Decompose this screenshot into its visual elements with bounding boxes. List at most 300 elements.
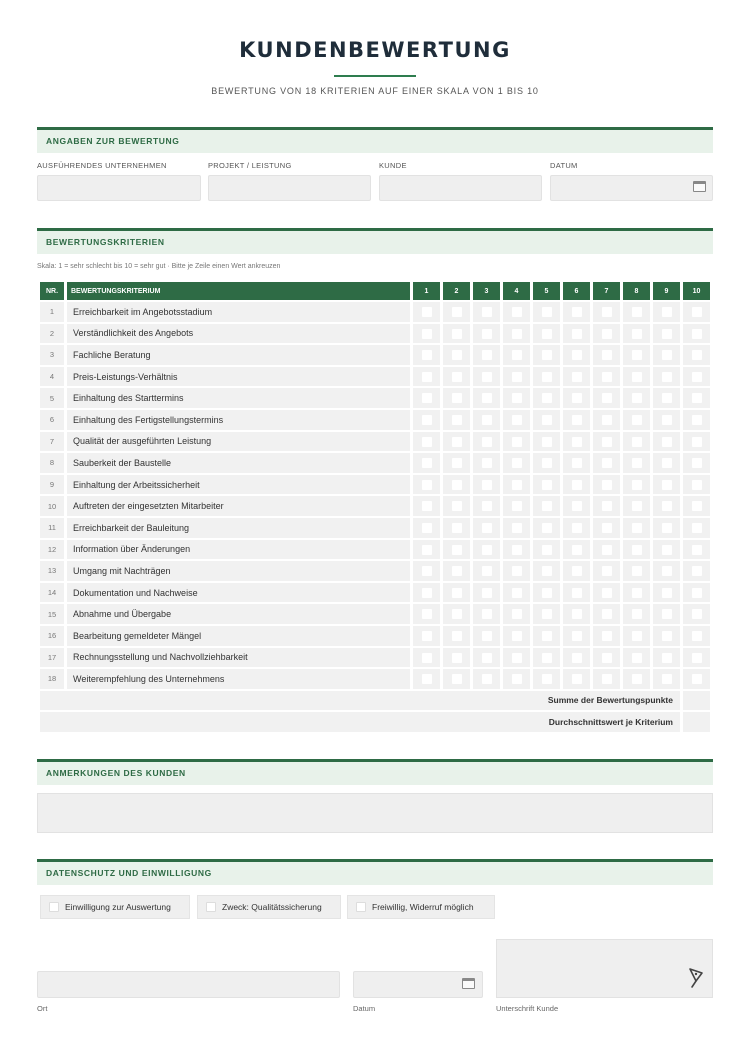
rating-checkbox-3[interactable] xyxy=(482,566,492,576)
rating-cell xyxy=(623,648,650,668)
rating-cell xyxy=(443,604,470,624)
rating-checkbox-8[interactable] xyxy=(632,415,642,425)
rating-checkbox-4[interactable] xyxy=(512,653,522,663)
rating-checkbox-2[interactable] xyxy=(452,523,462,533)
rating-checkbox-9[interactable] xyxy=(662,609,672,619)
rating-checkbox-9[interactable] xyxy=(662,545,672,555)
rating-checkbox-10[interactable] xyxy=(692,480,702,490)
rating-checkbox-1[interactable] xyxy=(422,674,432,684)
table-row xyxy=(40,410,710,430)
consent-checkbox[interactable] xyxy=(49,902,59,912)
rating-checkbox-3[interactable] xyxy=(482,609,492,619)
rating-checkbox-4[interactable] xyxy=(512,350,522,360)
rating-checkbox-6[interactable] xyxy=(572,588,582,598)
rating-cell xyxy=(593,540,620,560)
calendar-icon[interactable] xyxy=(462,978,475,989)
rating-checkbox-6[interactable] xyxy=(572,631,582,641)
rating-checkbox-10[interactable] xyxy=(692,415,702,425)
rating-cell xyxy=(533,302,560,322)
row-kriterium: Bearbeitung gemeldeter Mängel xyxy=(67,626,410,646)
rating-cell xyxy=(623,669,650,689)
rating-checkbox-8[interactable] xyxy=(632,329,642,339)
rating-checkbox-7[interactable] xyxy=(602,458,612,468)
projekt-field[interactable] xyxy=(208,175,371,201)
header-scale-4: 4 xyxy=(503,282,530,300)
rating-checkbox-7[interactable] xyxy=(602,480,612,490)
rating-checkbox-1[interactable] xyxy=(422,631,432,641)
rating-checkbox-10[interactable] xyxy=(692,653,702,663)
rating-checkbox-10[interactable] xyxy=(692,329,702,339)
rating-checkbox-10[interactable] xyxy=(692,372,702,382)
rating-checkbox-6[interactable] xyxy=(572,372,582,382)
rating-cell xyxy=(683,302,710,322)
rating-cell xyxy=(653,453,680,473)
rating-checkbox-1[interactable] xyxy=(422,523,432,533)
title-underline xyxy=(334,75,416,77)
rating-checkbox-6[interactable] xyxy=(572,545,582,555)
rating-checkbox-5[interactable] xyxy=(542,372,552,382)
unternehmen-field[interactable] xyxy=(37,175,201,201)
rating-checkbox-9[interactable] xyxy=(662,372,672,382)
table-row xyxy=(40,604,710,624)
header-scale-7: 7 xyxy=(593,282,620,300)
rating-checkbox-7[interactable] xyxy=(602,674,612,684)
rating-checkbox-1[interactable] xyxy=(422,501,432,511)
rating-checkbox-8[interactable] xyxy=(632,609,642,619)
rating-checkbox-4[interactable] xyxy=(512,437,522,447)
row-nr: 7 xyxy=(40,432,64,452)
rating-checkbox-4[interactable] xyxy=(512,545,522,555)
rating-checkbox-5[interactable] xyxy=(542,458,552,468)
rating-checkbox-7[interactable] xyxy=(602,588,612,598)
rating-checkbox-7[interactable] xyxy=(602,631,612,641)
header-scale-9: 9 xyxy=(653,282,680,300)
rating-cell xyxy=(473,302,500,322)
rating-checkbox-8[interactable] xyxy=(632,631,642,641)
rating-checkbox-9[interactable] xyxy=(662,674,672,684)
rating-checkbox-10[interactable] xyxy=(692,393,702,403)
rating-checkbox-10[interactable] xyxy=(692,566,702,576)
rating-checkbox-10[interactable] xyxy=(692,458,702,468)
rating-checkbox-9[interactable] xyxy=(662,501,672,511)
row-nr: 13 xyxy=(40,561,64,581)
rating-cell xyxy=(653,345,680,365)
rating-cell xyxy=(563,561,590,581)
rating-checkbox-2[interactable] xyxy=(452,609,462,619)
rating-checkbox-7[interactable] xyxy=(602,545,612,555)
rating-checkbox-3[interactable] xyxy=(482,480,492,490)
rating-checkbox-1[interactable] xyxy=(422,653,432,663)
rating-checkbox-6[interactable] xyxy=(572,415,582,425)
rating-checkbox-6[interactable] xyxy=(572,307,582,317)
rating-checkbox-5[interactable] xyxy=(542,653,552,663)
label-unternehmen: AUSFÜHRENDES UNTERNEHMEN xyxy=(37,161,167,170)
rating-checkbox-7[interactable] xyxy=(602,501,612,511)
rating-checkbox-8[interactable] xyxy=(632,501,642,511)
rating-cell xyxy=(623,432,650,452)
rating-cell xyxy=(683,324,710,344)
rating-checkbox-8[interactable] xyxy=(632,653,642,663)
rating-checkbox-9[interactable] xyxy=(662,415,672,425)
rating-checkbox-10[interactable] xyxy=(692,437,702,447)
rating-checkbox-7[interactable] xyxy=(602,415,612,425)
table-row xyxy=(40,475,710,495)
rating-checkbox-3[interactable] xyxy=(482,501,492,511)
scale-note: Skala: 1 = sehr schlecht bis 10 = sehr gut · Bitte je Zeile einen Wert ankreuzen xyxy=(37,263,281,270)
rating-checkbox-5[interactable] xyxy=(542,588,552,598)
rating-cell xyxy=(623,583,650,603)
rating-checkbox-4[interactable] xyxy=(512,458,522,468)
rating-cell xyxy=(473,648,500,668)
rating-cell xyxy=(503,367,530,387)
rating-checkbox-9[interactable] xyxy=(662,480,672,490)
durchschnitt-row xyxy=(40,712,710,732)
rating-cell xyxy=(413,453,440,473)
consent-zweck[interactable] xyxy=(197,895,341,919)
rating-checkbox-3[interactable] xyxy=(482,523,492,533)
rating-checkbox-8[interactable] xyxy=(632,566,642,576)
rating-checkbox-7[interactable] xyxy=(602,307,612,317)
rating-checkbox-1[interactable] xyxy=(422,588,432,598)
rating-checkbox-1[interactable] xyxy=(422,329,432,339)
rating-cell xyxy=(683,388,710,408)
rating-checkbox-9[interactable] xyxy=(662,437,672,447)
header-scale-2: 2 xyxy=(443,282,470,300)
rating-checkbox-4[interactable] xyxy=(512,329,522,339)
rating-cell xyxy=(533,388,560,408)
rating-cell xyxy=(683,561,710,581)
rating-cell xyxy=(563,453,590,473)
kunde-field[interactable] xyxy=(379,175,542,201)
row-nr: 1 xyxy=(40,302,64,322)
consent-label: Freiwillig, Widerruf möglich xyxy=(372,902,474,912)
consent-checkbox[interactable] xyxy=(356,902,366,912)
rating-checkbox-1[interactable] xyxy=(422,609,432,619)
header-scale-8: 8 xyxy=(623,282,650,300)
rating-checkbox-10[interactable] xyxy=(692,523,702,533)
rating-checkbox-1[interactable] xyxy=(422,480,432,490)
rating-cell xyxy=(683,626,710,646)
rating-checkbox-5[interactable] xyxy=(542,415,552,425)
rating-cell xyxy=(473,367,500,387)
rating-checkbox-5[interactable] xyxy=(542,350,552,360)
rating-cell xyxy=(653,410,680,430)
durchschnitt-label: Durchschnittswert je Kriterium xyxy=(40,712,680,732)
rating-checkbox-3[interactable] xyxy=(482,329,492,339)
rating-cell xyxy=(593,518,620,538)
rating-checkbox-8[interactable] xyxy=(632,372,642,382)
rating-checkbox-9[interactable] xyxy=(662,523,672,533)
rating-cell xyxy=(623,388,650,408)
rating-checkbox-4[interactable] xyxy=(512,588,522,598)
rating-checkbox-8[interactable] xyxy=(632,350,642,360)
rating-cell xyxy=(503,388,530,408)
rating-cell xyxy=(623,475,650,495)
rating-checkbox-2[interactable] xyxy=(452,545,462,555)
rating-cell xyxy=(683,496,710,516)
row-nr: 3 xyxy=(40,345,64,365)
row-kriterium: Einhaltung des Fertigstellungstermins xyxy=(67,410,410,430)
rating-cell xyxy=(473,475,500,495)
rating-checkbox-7[interactable] xyxy=(602,566,612,576)
rating-checkbox-4[interactable] xyxy=(512,415,522,425)
rating-cell xyxy=(623,345,650,365)
rating-checkbox-6[interactable] xyxy=(572,393,582,403)
rating-checkbox-2[interactable] xyxy=(452,588,462,598)
rating-checkbox-7[interactable] xyxy=(602,437,612,447)
rating-checkbox-9[interactable] xyxy=(662,653,672,663)
rating-checkbox-2[interactable] xyxy=(452,393,462,403)
rating-checkbox-5[interactable] xyxy=(542,523,552,533)
rating-checkbox-10[interactable] xyxy=(692,307,702,317)
rating-checkbox-3[interactable] xyxy=(482,653,492,663)
rating-cell xyxy=(503,475,530,495)
consent-auswertung[interactable] xyxy=(40,895,190,919)
rating-cell xyxy=(503,518,530,538)
rating-cell xyxy=(503,410,530,430)
rating-cell xyxy=(623,540,650,560)
unterschrift-label: Unterschrift Kunde xyxy=(496,1004,559,1013)
rating-cell xyxy=(503,453,530,473)
rating-checkbox-7[interactable] xyxy=(602,609,612,619)
rating-checkbox-2[interactable] xyxy=(452,307,462,317)
rating-checkbox-2[interactable] xyxy=(452,437,462,447)
rating-checkbox-8[interactable] xyxy=(632,437,642,447)
rating-checkbox-3[interactable] xyxy=(482,458,492,468)
rating-checkbox-3[interactable] xyxy=(482,437,492,447)
rating-checkbox-3[interactable] xyxy=(482,545,492,555)
rating-checkbox-4[interactable] xyxy=(512,631,522,641)
rating-checkbox-5[interactable] xyxy=(542,566,552,576)
rating-checkbox-3[interactable] xyxy=(482,631,492,641)
rating-checkbox-10[interactable] xyxy=(692,545,702,555)
rating-cell xyxy=(413,583,440,603)
rating-cell xyxy=(653,583,680,603)
rating-cell xyxy=(683,540,710,560)
rating-checkbox-4[interactable] xyxy=(512,307,522,317)
rating-checkbox-7[interactable] xyxy=(602,653,612,663)
rating-checkbox-7[interactable] xyxy=(602,350,612,360)
rating-cell xyxy=(533,669,560,689)
rating-checkbox-8[interactable] xyxy=(632,458,642,468)
rating-cell xyxy=(593,561,620,581)
rating-checkbox-8[interactable] xyxy=(632,393,642,403)
rating-checkbox-3[interactable] xyxy=(482,588,492,598)
rating-checkbox-3[interactable] xyxy=(482,307,492,317)
rating-checkbox-4[interactable] xyxy=(512,480,522,490)
rating-checkbox-5[interactable] xyxy=(542,307,552,317)
rating-cell xyxy=(443,648,470,668)
table-row xyxy=(40,669,710,689)
rating-cell xyxy=(653,367,680,387)
rating-cell xyxy=(473,410,500,430)
datum-field[interactable] xyxy=(550,175,713,201)
rating-cell xyxy=(593,432,620,452)
rating-cell xyxy=(563,302,590,322)
rating-checkbox-7[interactable] xyxy=(602,523,612,533)
rating-checkbox-2[interactable] xyxy=(452,329,462,339)
header-scale-5: 5 xyxy=(533,282,560,300)
rating-checkbox-6[interactable] xyxy=(572,458,582,468)
rating-checkbox-6[interactable] xyxy=(572,437,582,447)
rating-checkbox-1[interactable] xyxy=(422,458,432,468)
rating-checkbox-2[interactable] xyxy=(452,350,462,360)
rating-checkbox-5[interactable] xyxy=(542,437,552,447)
rating-checkbox-5[interactable] xyxy=(542,545,552,555)
rating-checkbox-1[interactable] xyxy=(422,307,432,317)
rating-checkbox-10[interactable] xyxy=(692,350,702,360)
rating-checkbox-10[interactable] xyxy=(692,674,702,684)
rating-checkbox-7[interactable] xyxy=(602,372,612,382)
rating-cell xyxy=(413,388,440,408)
rating-checkbox-5[interactable] xyxy=(542,501,552,511)
consent-checkbox[interactable] xyxy=(206,902,216,912)
signature-box[interactable] xyxy=(496,939,713,998)
rating-checkbox-7[interactable] xyxy=(602,393,612,403)
rating-checkbox-9[interactable] xyxy=(662,588,672,598)
rating-checkbox-4[interactable] xyxy=(512,523,522,533)
rating-checkbox-10[interactable] xyxy=(692,609,702,619)
rating-checkbox-10[interactable] xyxy=(692,588,702,598)
rating-cell xyxy=(533,583,560,603)
rating-checkbox-8[interactable] xyxy=(632,307,642,317)
rating-cell xyxy=(683,604,710,624)
rating-checkbox-1[interactable] xyxy=(422,393,432,403)
rating-checkbox-6[interactable] xyxy=(572,566,582,576)
rating-checkbox-6[interactable] xyxy=(572,674,582,684)
rating-checkbox-1[interactable] xyxy=(422,372,432,382)
rating-cell xyxy=(623,302,650,322)
rating-cell xyxy=(593,410,620,430)
rating-checkbox-8[interactable] xyxy=(632,674,642,684)
rating-cell xyxy=(533,410,560,430)
rating-checkbox-6[interactable] xyxy=(572,653,582,663)
rating-checkbox-4[interactable] xyxy=(512,372,522,382)
rating-checkbox-8[interactable] xyxy=(632,545,642,555)
rating-checkbox-9[interactable] xyxy=(662,458,672,468)
rating-checkbox-3[interactable] xyxy=(482,393,492,403)
rating-checkbox-6[interactable] xyxy=(572,523,582,533)
rating-checkbox-2[interactable] xyxy=(452,674,462,684)
rating-checkbox-5[interactable] xyxy=(542,609,552,619)
rating-checkbox-4[interactable] xyxy=(512,609,522,619)
table-row xyxy=(40,345,710,365)
rating-checkbox-5[interactable] xyxy=(542,329,552,339)
row-nr: 14 xyxy=(40,583,64,603)
rating-checkbox-9[interactable] xyxy=(662,393,672,403)
rating-checkbox-9[interactable] xyxy=(662,307,672,317)
rating-checkbox-6[interactable] xyxy=(572,609,582,619)
rating-cell xyxy=(503,648,530,668)
rating-checkbox-2[interactable] xyxy=(452,501,462,511)
rating-checkbox-5[interactable] xyxy=(542,393,552,403)
rating-cell xyxy=(683,453,710,473)
rating-checkbox-4[interactable] xyxy=(512,566,522,576)
rating-checkbox-10[interactable] xyxy=(692,501,702,511)
rating-checkbox-3[interactable] xyxy=(482,415,492,425)
rating-checkbox-1[interactable] xyxy=(422,350,432,360)
rating-checkbox-8[interactable] xyxy=(632,480,642,490)
rating-checkbox-8[interactable] xyxy=(632,523,642,533)
rating-checkbox-2[interactable] xyxy=(452,480,462,490)
rating-checkbox-6[interactable] xyxy=(572,501,582,511)
ort-field[interactable] xyxy=(37,971,340,998)
rating-checkbox-2[interactable] xyxy=(452,415,462,425)
durchschnitt-value[interactable] xyxy=(683,712,710,732)
rating-checkbox-2[interactable] xyxy=(452,631,462,641)
row-nr: 10 xyxy=(40,496,64,516)
rating-checkbox-4[interactable] xyxy=(512,393,522,403)
rating-checkbox-10[interactable] xyxy=(692,631,702,641)
rating-checkbox-2[interactable] xyxy=(452,458,462,468)
label-projekt: PROJEKT / LEISTUNG xyxy=(208,161,292,170)
rating-checkbox-2[interactable] xyxy=(452,372,462,382)
rating-checkbox-6[interactable] xyxy=(572,350,582,360)
rating-checkbox-2[interactable] xyxy=(452,653,462,663)
rating-cell xyxy=(443,583,470,603)
rating-cell xyxy=(473,324,500,344)
rating-checkbox-8[interactable] xyxy=(632,588,642,598)
rating-checkbox-2[interactable] xyxy=(452,566,462,576)
rating-cell xyxy=(503,540,530,560)
rating-cell xyxy=(473,518,500,538)
rating-cell xyxy=(443,626,470,646)
rating-cell xyxy=(593,302,620,322)
rating-checkbox-5[interactable] xyxy=(542,480,552,490)
row-kriterium: Qualität der ausgeführten Leistung xyxy=(67,432,410,452)
rating-cell xyxy=(623,518,650,538)
rating-checkbox-1[interactable] xyxy=(422,545,432,555)
calendar-icon[interactable] xyxy=(693,181,706,192)
consent-widerruf[interactable] xyxy=(347,895,495,919)
rating-cell xyxy=(593,626,620,646)
rating-checkbox-6[interactable] xyxy=(572,480,582,490)
table-row xyxy=(40,518,710,538)
summe-value[interactable] xyxy=(683,691,710,711)
rating-checkbox-3[interactable] xyxy=(482,674,492,684)
rating-checkbox-9[interactable] xyxy=(662,631,672,641)
row-kriterium: Dokumentation und Nachweise xyxy=(67,583,410,603)
rating-checkbox-4[interactable] xyxy=(512,674,522,684)
rating-checkbox-3[interactable] xyxy=(482,372,492,382)
rating-checkbox-1[interactable] xyxy=(422,566,432,576)
rating-cell xyxy=(473,626,500,646)
rating-cell xyxy=(653,648,680,668)
rating-checkbox-9[interactable] xyxy=(662,350,672,360)
rating-cell xyxy=(503,604,530,624)
rating-checkbox-5[interactable] xyxy=(542,674,552,684)
rating-cell xyxy=(473,604,500,624)
anmerkungen-textarea[interactable] xyxy=(37,793,713,833)
rating-checkbox-9[interactable] xyxy=(662,566,672,576)
rating-checkbox-4[interactable] xyxy=(512,501,522,511)
rating-cell xyxy=(533,475,560,495)
rating-cell xyxy=(563,540,590,560)
rating-checkbox-1[interactable] xyxy=(422,415,432,425)
rating-checkbox-3[interactable] xyxy=(482,350,492,360)
rating-cell xyxy=(443,367,470,387)
rating-checkbox-9[interactable] xyxy=(662,329,672,339)
rating-cell xyxy=(593,648,620,668)
rating-checkbox-5[interactable] xyxy=(542,631,552,641)
rating-cell xyxy=(533,496,560,516)
rating-checkbox-1[interactable] xyxy=(422,437,432,447)
rating-checkbox-7[interactable] xyxy=(602,329,612,339)
rating-checkbox-6[interactable] xyxy=(572,329,582,339)
table-row xyxy=(40,388,710,408)
rating-cell xyxy=(473,669,500,689)
rating-cell xyxy=(413,518,440,538)
